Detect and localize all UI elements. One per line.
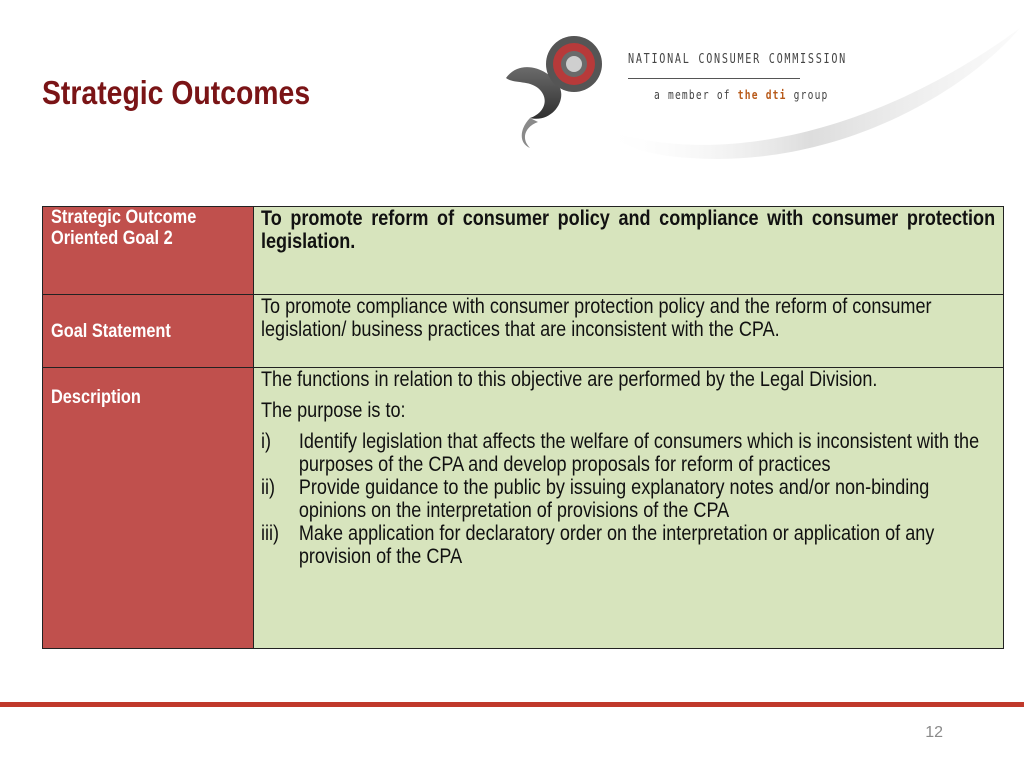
list-item-text: Make application for declaratory order on the interpretation or application of any provision of the CPA bbox=[298, 522, 935, 568]
row-label-line: Oriented Goal 2 bbox=[51, 228, 173, 249]
logo-member-prefix: a member of bbox=[654, 88, 731, 102]
list-item bbox=[261, 522, 995, 568]
row-content-cell bbox=[254, 207, 1004, 295]
description-paragraph: The purpose is to: bbox=[261, 399, 406, 422]
table-row bbox=[43, 295, 1004, 368]
list-item-number: i) bbox=[261, 430, 272, 453]
row-content-cell bbox=[254, 295, 1004, 368]
description-paragraph: The functions in relation to this objective are performed by the Legal Division. bbox=[261, 368, 878, 391]
list-item-text: Provide guidance to the public by issuing explanatory notes and/or non-binding opinions on the interpretation of provisions of the CPA bbox=[298, 476, 930, 522]
logo-name: NATIONAL CONSUMER COMMISSION bbox=[628, 52, 847, 67]
logo-member-line bbox=[654, 88, 829, 102]
footer-rule bbox=[0, 702, 1024, 707]
row-label-cell bbox=[43, 207, 254, 295]
row-label-line: Strategic Outcome bbox=[51, 207, 197, 228]
table-row bbox=[43, 207, 1004, 295]
page-number: 12 bbox=[925, 724, 943, 741]
description-body bbox=[261, 368, 995, 568]
list-item bbox=[261, 476, 995, 522]
logo-member-brand: the dti bbox=[737, 88, 787, 102]
goal-statement-text: To promote compliance with consumer protection policy and the reform of consumer legislation/ business practices that are inconsistent with the CPA. bbox=[261, 295, 932, 341]
list-item-number: ii) bbox=[261, 476, 276, 499]
row-label-cell bbox=[43, 295, 254, 368]
list-item-number: iii) bbox=[261, 522, 280, 545]
goal-text: To promote reform of consumer policy and compliance with consumer protection legislation. bbox=[261, 207, 996, 253]
row-label-cell bbox=[43, 368, 254, 649]
table-row bbox=[43, 368, 1004, 649]
row-content-cell bbox=[254, 368, 1004, 649]
list-item-text: Identify legislation that affects the welfare of consumers which is inconsistent with the purposes of the CPA and develop proposals for reform of practices bbox=[298, 430, 980, 476]
row-label-line: Description bbox=[51, 387, 141, 408]
logo-divider bbox=[628, 78, 800, 79]
row-label-line: Goal Statement bbox=[51, 320, 171, 342]
logo-member-suffix: group bbox=[793, 88, 829, 102]
strategic-outcome-table bbox=[42, 206, 1004, 649]
ncc-logo bbox=[490, 18, 1024, 168]
purpose-list bbox=[261, 430, 995, 568]
slide-title: Strategic Outcomes bbox=[42, 74, 311, 111]
list-item bbox=[261, 430, 995, 476]
